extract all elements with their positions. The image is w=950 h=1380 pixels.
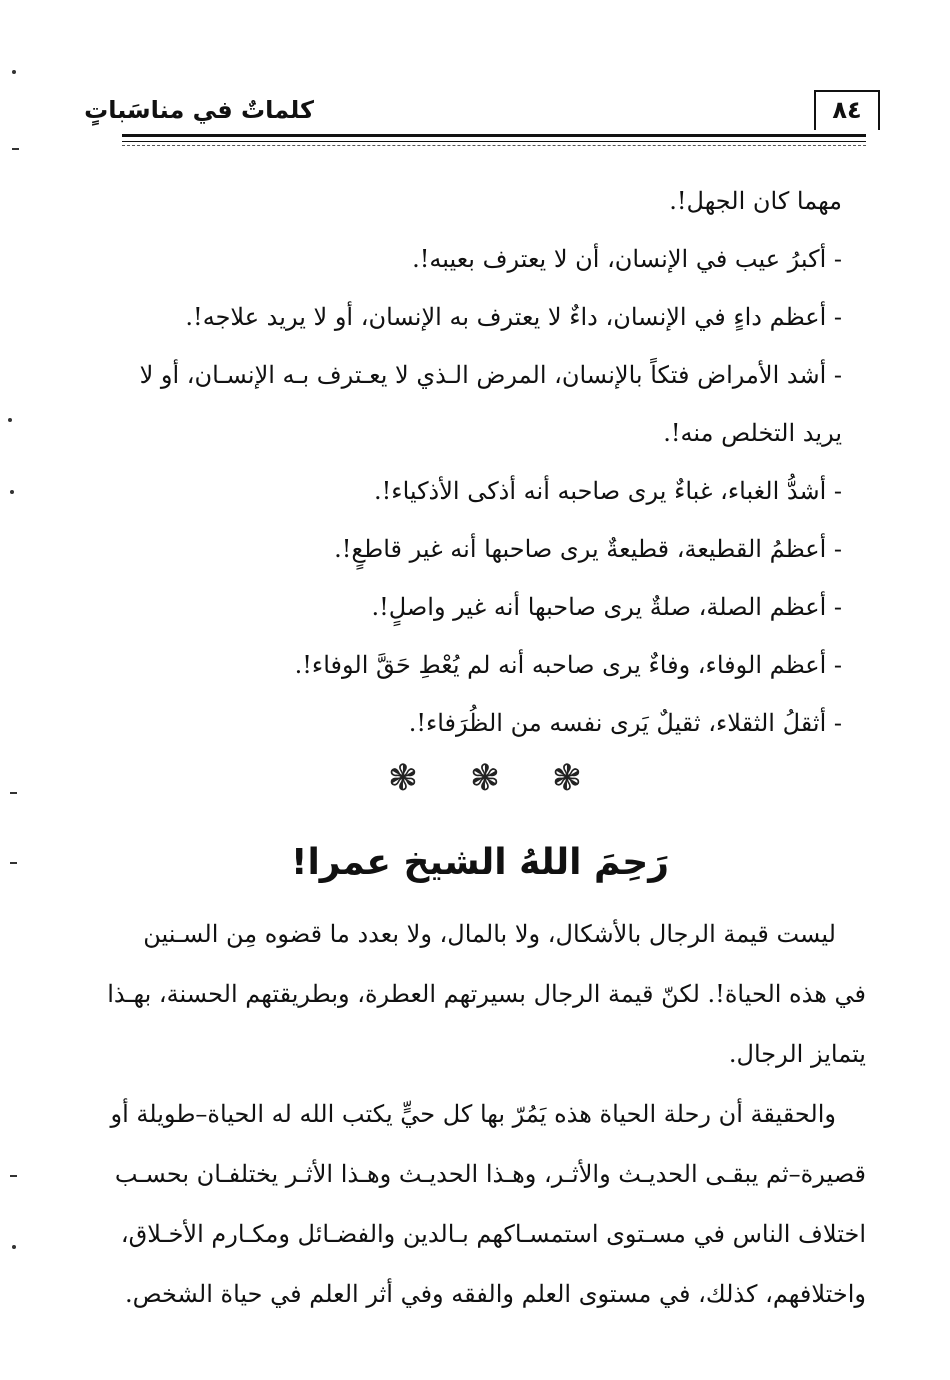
scan-speck — [12, 1245, 16, 1249]
text-line: - أعظمُ القطيعة، قطيعةٌ يرى صاحبها أنه غير قاطعٍ!. — [334, 535, 842, 563]
text-line: - أشد الأمراض فتكاً بالإنسان، المرض الـذي لا يعـترف بـه الإنسـان، أو لا — [139, 361, 842, 389]
book-title: كلماتٌ في مناسَباتٍ — [84, 96, 314, 124]
scan-speck — [10, 862, 17, 864]
section-divider — [380, 755, 590, 801]
paragraph-line: اختلاف الناس في مسـتوى استمسـاكهم بـالدين والفضـائل ومكـارم الأخـلاق، — [120, 1220, 866, 1248]
paragraph-line: والحقيقة أن رحلة الحياة هذه يَمُرّ بها كل حيٍّ يكتب الله له الحياة–طويلة أو — [110, 1100, 836, 1128]
scan-speck — [10, 792, 17, 794]
aphorism-list — [102, 172, 842, 752]
article-body — [107, 904, 866, 1324]
header-rule-thin — [122, 141, 866, 142]
header-rule-thick — [122, 134, 866, 137]
flower-ornament-icon: ❃ — [551, 757, 583, 799]
text-line: - أعظم الصلة، صلةٌ يرى صاحبها أنه غير واصلٍ!. — [371, 593, 842, 621]
page-number: ٨٤ — [814, 90, 880, 130]
section-title: رَحِمَ اللهُ الشيخ عمرا! — [291, 842, 669, 883]
flower-ornament-icon: ❃ — [469, 757, 501, 799]
text-line: - أعظم الوفاء، وفاءٌ يرى صاحبه أنه لم يُعْطِ حَقَّ الوفاء!. — [294, 651, 842, 679]
text-line: مهما كان الجهل!. — [669, 187, 842, 215]
header-rule-dashed — [122, 145, 866, 146]
paragraph-line: قصيرة–ثم يبقـى الحديـث والأثـر، وهـذا الحديـث وهـذا الأثـر يختلفـان بحسـب — [114, 1160, 866, 1188]
paragraph-line: في هذه الحياة!. لكنّ قيمة الرجال بسيرتهم العطرة، وبطريقتهم الحسنة، بهـذا — [107, 980, 866, 1008]
text-line: - أشدُّ الغباء، غباءٌ يرى صاحبه أنه أذكى الأذكياء!. — [374, 477, 842, 505]
scan-speck — [12, 70, 16, 74]
paragraph-line: يتمايز الرجال. — [728, 1040, 866, 1068]
text-line: - أكبرُ عيب في الإنسان، أن لا يعترف بعيبه!. — [412, 245, 842, 273]
scan-speck — [10, 490, 14, 494]
text-line: يريد التخلص منه!. — [663, 419, 842, 447]
text-line: - أثقلُ الثقلاء، ثقيلٌ يَرى نفسه من الظُرَفاء!. — [408, 709, 842, 737]
flower-ornament-icon: ❃ — [387, 757, 419, 799]
scan-speck — [8, 418, 12, 422]
scan-speck — [10, 1175, 17, 1177]
paragraph-line: واختلافهم، كذلك، في مستوى العلم والفقه وفي أثر العلم في حياة الشخص. — [125, 1280, 866, 1308]
page-header — [84, 86, 866, 138]
paragraph-line: ليست قيمة الرجال بالأشكال، ولا بالمال، ولا بعدد ما قضوه مِن السـنين — [143, 920, 836, 948]
text-line: - أعظم داءٍ في الإنسان، داءٌ لا يعترف به الإنسان، أو لا يريد علاجه!. — [185, 303, 842, 331]
scan-speck — [12, 148, 19, 150]
